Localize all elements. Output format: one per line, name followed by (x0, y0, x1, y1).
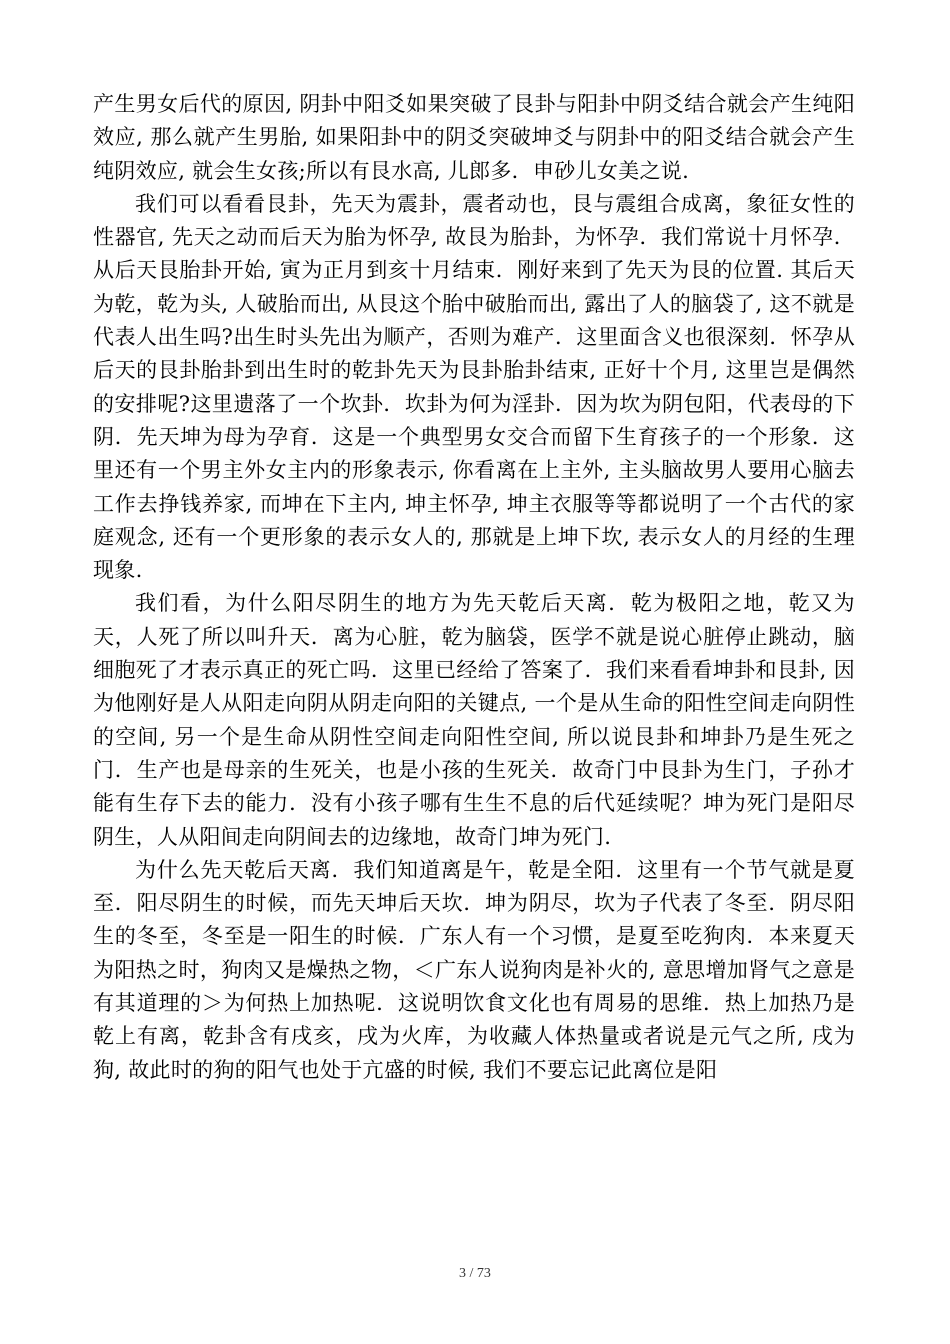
paragraph-1: 产生男女后代的原因, 阴卦中阳爻如果突破了艮卦与阳卦中阴爻结合就会产生纯阳效应, 那么就产生男胎, 如果阳卦中的阴爻突破坤爻与阴卦中的阳爻结合就会产生纯阴效应, 就会生女孩;所以有艮水高, 儿郎多．申砂儿女美之说. (93, 92, 855, 183)
page-number: 3 / 73 (459, 1266, 491, 1281)
paragraph-3: 我们看，为什么阳尽阴生的地方为先天乾后天离．乾为极阳之地，乾又为天，人死了所以叫升天．离为心脏，乾为脑袋，医学不就是说心脏停止跳动，脑细胞死了才表示真正的死亡吗．这里已经给了答案了．我们来看看坤卦和艮卦, 因为他刚好是人从阳走向阴从阴走向阳的关键点, 一个是从生命的阳性空间走向阴性的空间, 另一个是生命从阴性空间走向阳性空间, 所以说艮卦和坤卦乃是生死之门．生产也是母亲的生死关，也是小孩的生死关．故奇门中艮卦为生门，子孙才能有生存下去的能力．没有小孩子哪有生生不息的后代延续呢？坤为死门是阳尽阴生，人从阳间走向阴间去的边缘地，故奇门坤为死门. (93, 591, 855, 849)
body-text (93, 88, 855, 1087)
paragraph-4: 为什么先天乾后天离．我们知道离是午，乾是全阳．这里有一个节气就是夏至．阳尽阴生的时候，而先天坤后天坎．坤为阴尽，坎为子代表了冬至．阴尽阳生的冬至，冬至是一阳生的时候．广东人有一个习惯，是夏至吃狗肉．本来夏天为阳热之时，狗肉又是燥热之物，＜广东人说狗肉是补火的, 意思增加肾气之意是有其道理的＞为何热上加热呢．这说明饮食文化也有周易的思维．热上加热乃是乾上有离，乾卦含有戌亥，戌为火库，为收藏人体热量或者说是元气之所, 戌为狗, 故此时的狗的阳气也处于亢盛的时候, 我们不要忘记此离位是阳 (93, 857, 855, 1082)
paragraph-2: 我们可以看看艮卦，先天为震卦，震者动也，艮与震组合成离，象征女性的性器官, 先天之动而后天为胎为怀孕, 故艮为胎卦，为怀孕．我们常说十月怀孕．从后天艮胎卦开始, 寅为正月到亥十月结束．刚好来到了先天为艮的位置. 其后天为乾，乾为头, 人破胎而出, 从艮这个胎中破胎而出, 露出了人的脑袋了, 这不就是代表人出生吗?出生时头先出为顺产，否则为难产．这里面含义也很深刻．怀孕从后天的艮卦胎卦到出生时的乾卦先天为艮卦胎卦结束, 正好十个月, 这里岂是偶然的安排呢?这里遗落了一个坎卦．坎卦为何为淫卦．因为坎为阴包阳，代表母的下阴．先天坤为母为孕育．这是一个典型男女交合而留下生育孩子的一个形象．这里还有一个男主外女主内的形象表示, 你看离在上主外, 主头脑故男人要用心脑去工作去挣钱养家, 而坤在下主内, 坤主怀孕, 坤主衣服等等都说明了一个古代的家庭观念, 还有一个更形象的表示女人的, 那就是上坤下坎, 表示女人的月经的生理现象. (93, 191, 855, 583)
